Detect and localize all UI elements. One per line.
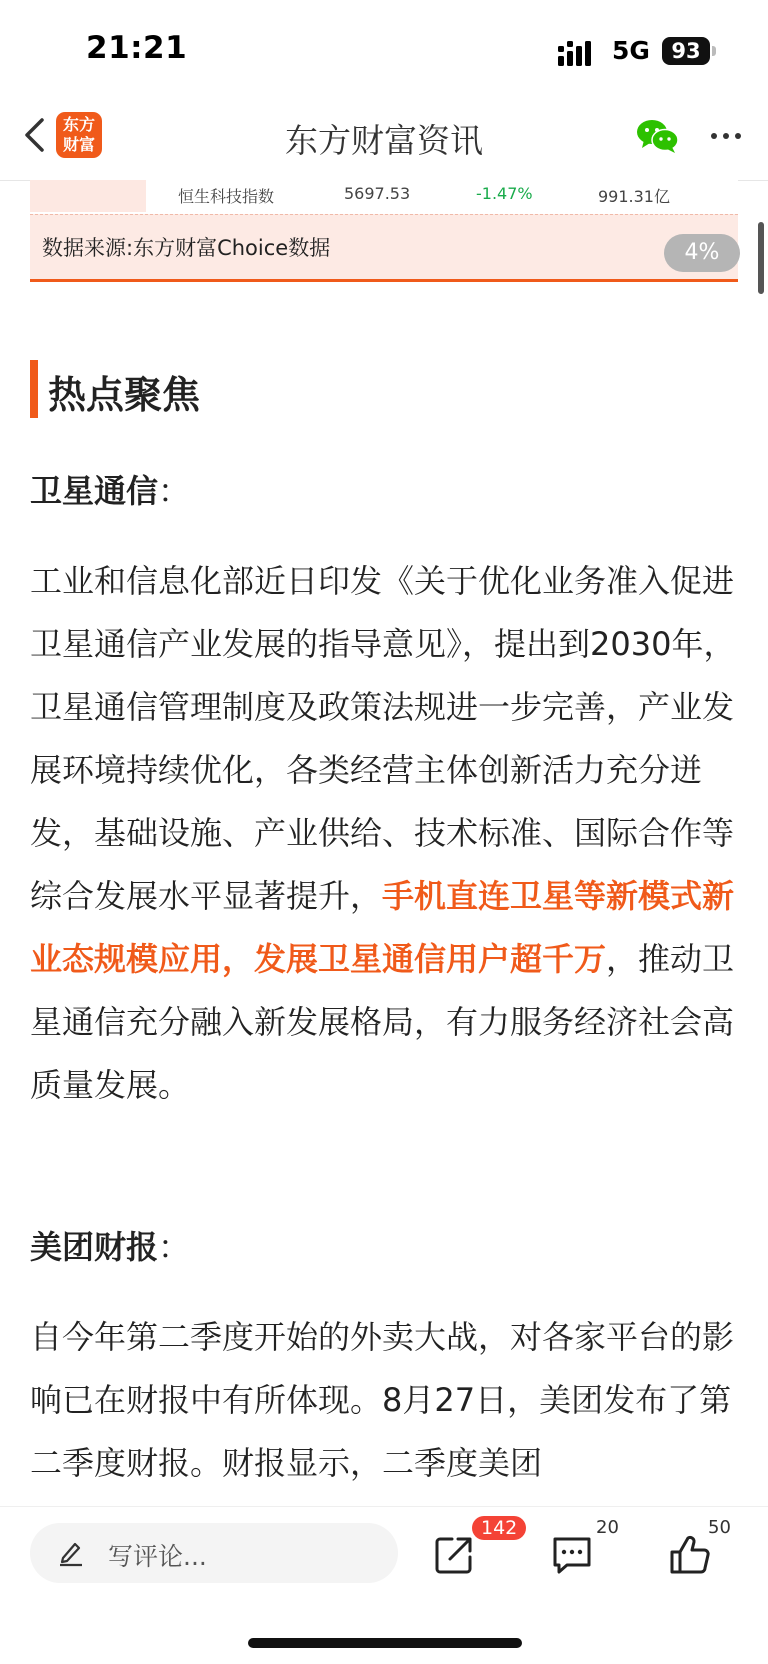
- wechat-share-icon[interactable]: [636, 118, 680, 154]
- paragraph-text: 工业和信息化部近日印发《关于优化业务准入促进卫星通信产业发展的指导意见》，提出到2030年，卫星通信管理制度及政策法规进一步完善，产业发展环境持续优化，各类经营主体创新活力充分迸发，基础设施、产业供给、技术标准、国际合作等综合发展水平显著提升，: [30, 562, 736, 915]
- more-options-icon[interactable]: [708, 124, 744, 148]
- status-bar: [0, 0, 768, 100]
- comment-icon[interactable]: [550, 1533, 594, 1577]
- topic-heading: [30, 1222, 190, 1268]
- page-title: 东方财富资讯: [285, 121, 483, 160]
- section-title: 热点聚焦: [48, 373, 201, 417]
- data-source-note: [30, 214, 738, 282]
- topic-heading-text: 卫星通信: [30, 472, 159, 510]
- paragraph-text-end: ，推动卫星通信充分融入新发展格局，有力服务经济社会高质量发展。: [30, 940, 735, 1104]
- like-icon[interactable]: [668, 1533, 712, 1577]
- share-count-badge: 142: [472, 1516, 526, 1540]
- network-type: 5G: [612, 36, 650, 65]
- article-paragraph: [30, 1306, 742, 1495]
- paragraph-text: 自今年第二季度开始的外卖大战，对各家平台的影响已在财报中有所体现。8月27日，美团发布了第二季度财报。财报显示，二季度美团: [30, 1318, 735, 1482]
- section-accent-bar: [30, 360, 38, 418]
- pen-icon: [56, 1537, 86, 1567]
- topic-heading-colon: ：: [158, 472, 191, 510]
- clock: 21:21: [86, 30, 188, 66]
- nav-bar: [0, 100, 768, 181]
- like-count: 50: [708, 1517, 731, 1538]
- read-progress-badge: 4%: [664, 234, 740, 272]
- comment-input[interactable]: [30, 1523, 398, 1583]
- logo-text-top: 东方: [62, 115, 95, 134]
- home-indicator[interactable]: [248, 1638, 522, 1648]
- battery-icon: 93: [662, 37, 710, 65]
- table-row: [30, 180, 738, 212]
- logo-text-bottom: 财富: [62, 135, 95, 154]
- topic-heading: [30, 466, 190, 512]
- index-name: 恒生科技指数: [178, 187, 275, 206]
- share-icon[interactable]: [432, 1533, 476, 1577]
- scrollbar[interactable]: [758, 222, 764, 294]
- data-source-text: 数据来源:东方财富Choice数据: [42, 236, 331, 260]
- market-table: [30, 180, 738, 280]
- index-amount: 991.31亿: [598, 187, 670, 206]
- article-paragraph: [30, 550, 742, 1117]
- index-change: -1.47%: [476, 184, 533, 203]
- index-value: 5697.53: [344, 184, 411, 203]
- signal-icon: [558, 40, 600, 66]
- comment-count: 20: [596, 1517, 619, 1538]
- highlighted-text: 手机直连卫星等新模式新业态规模应用，发展卫星通信用户超千万: [30, 877, 735, 978]
- table-row-header-cell: [30, 180, 146, 212]
- battery-tip: [712, 46, 716, 56]
- comment-placeholder: 写评论...: [108, 1542, 207, 1571]
- topic-heading-text: 美团财报: [30, 1228, 159, 1266]
- topic-heading-colon: ：: [158, 1228, 191, 1266]
